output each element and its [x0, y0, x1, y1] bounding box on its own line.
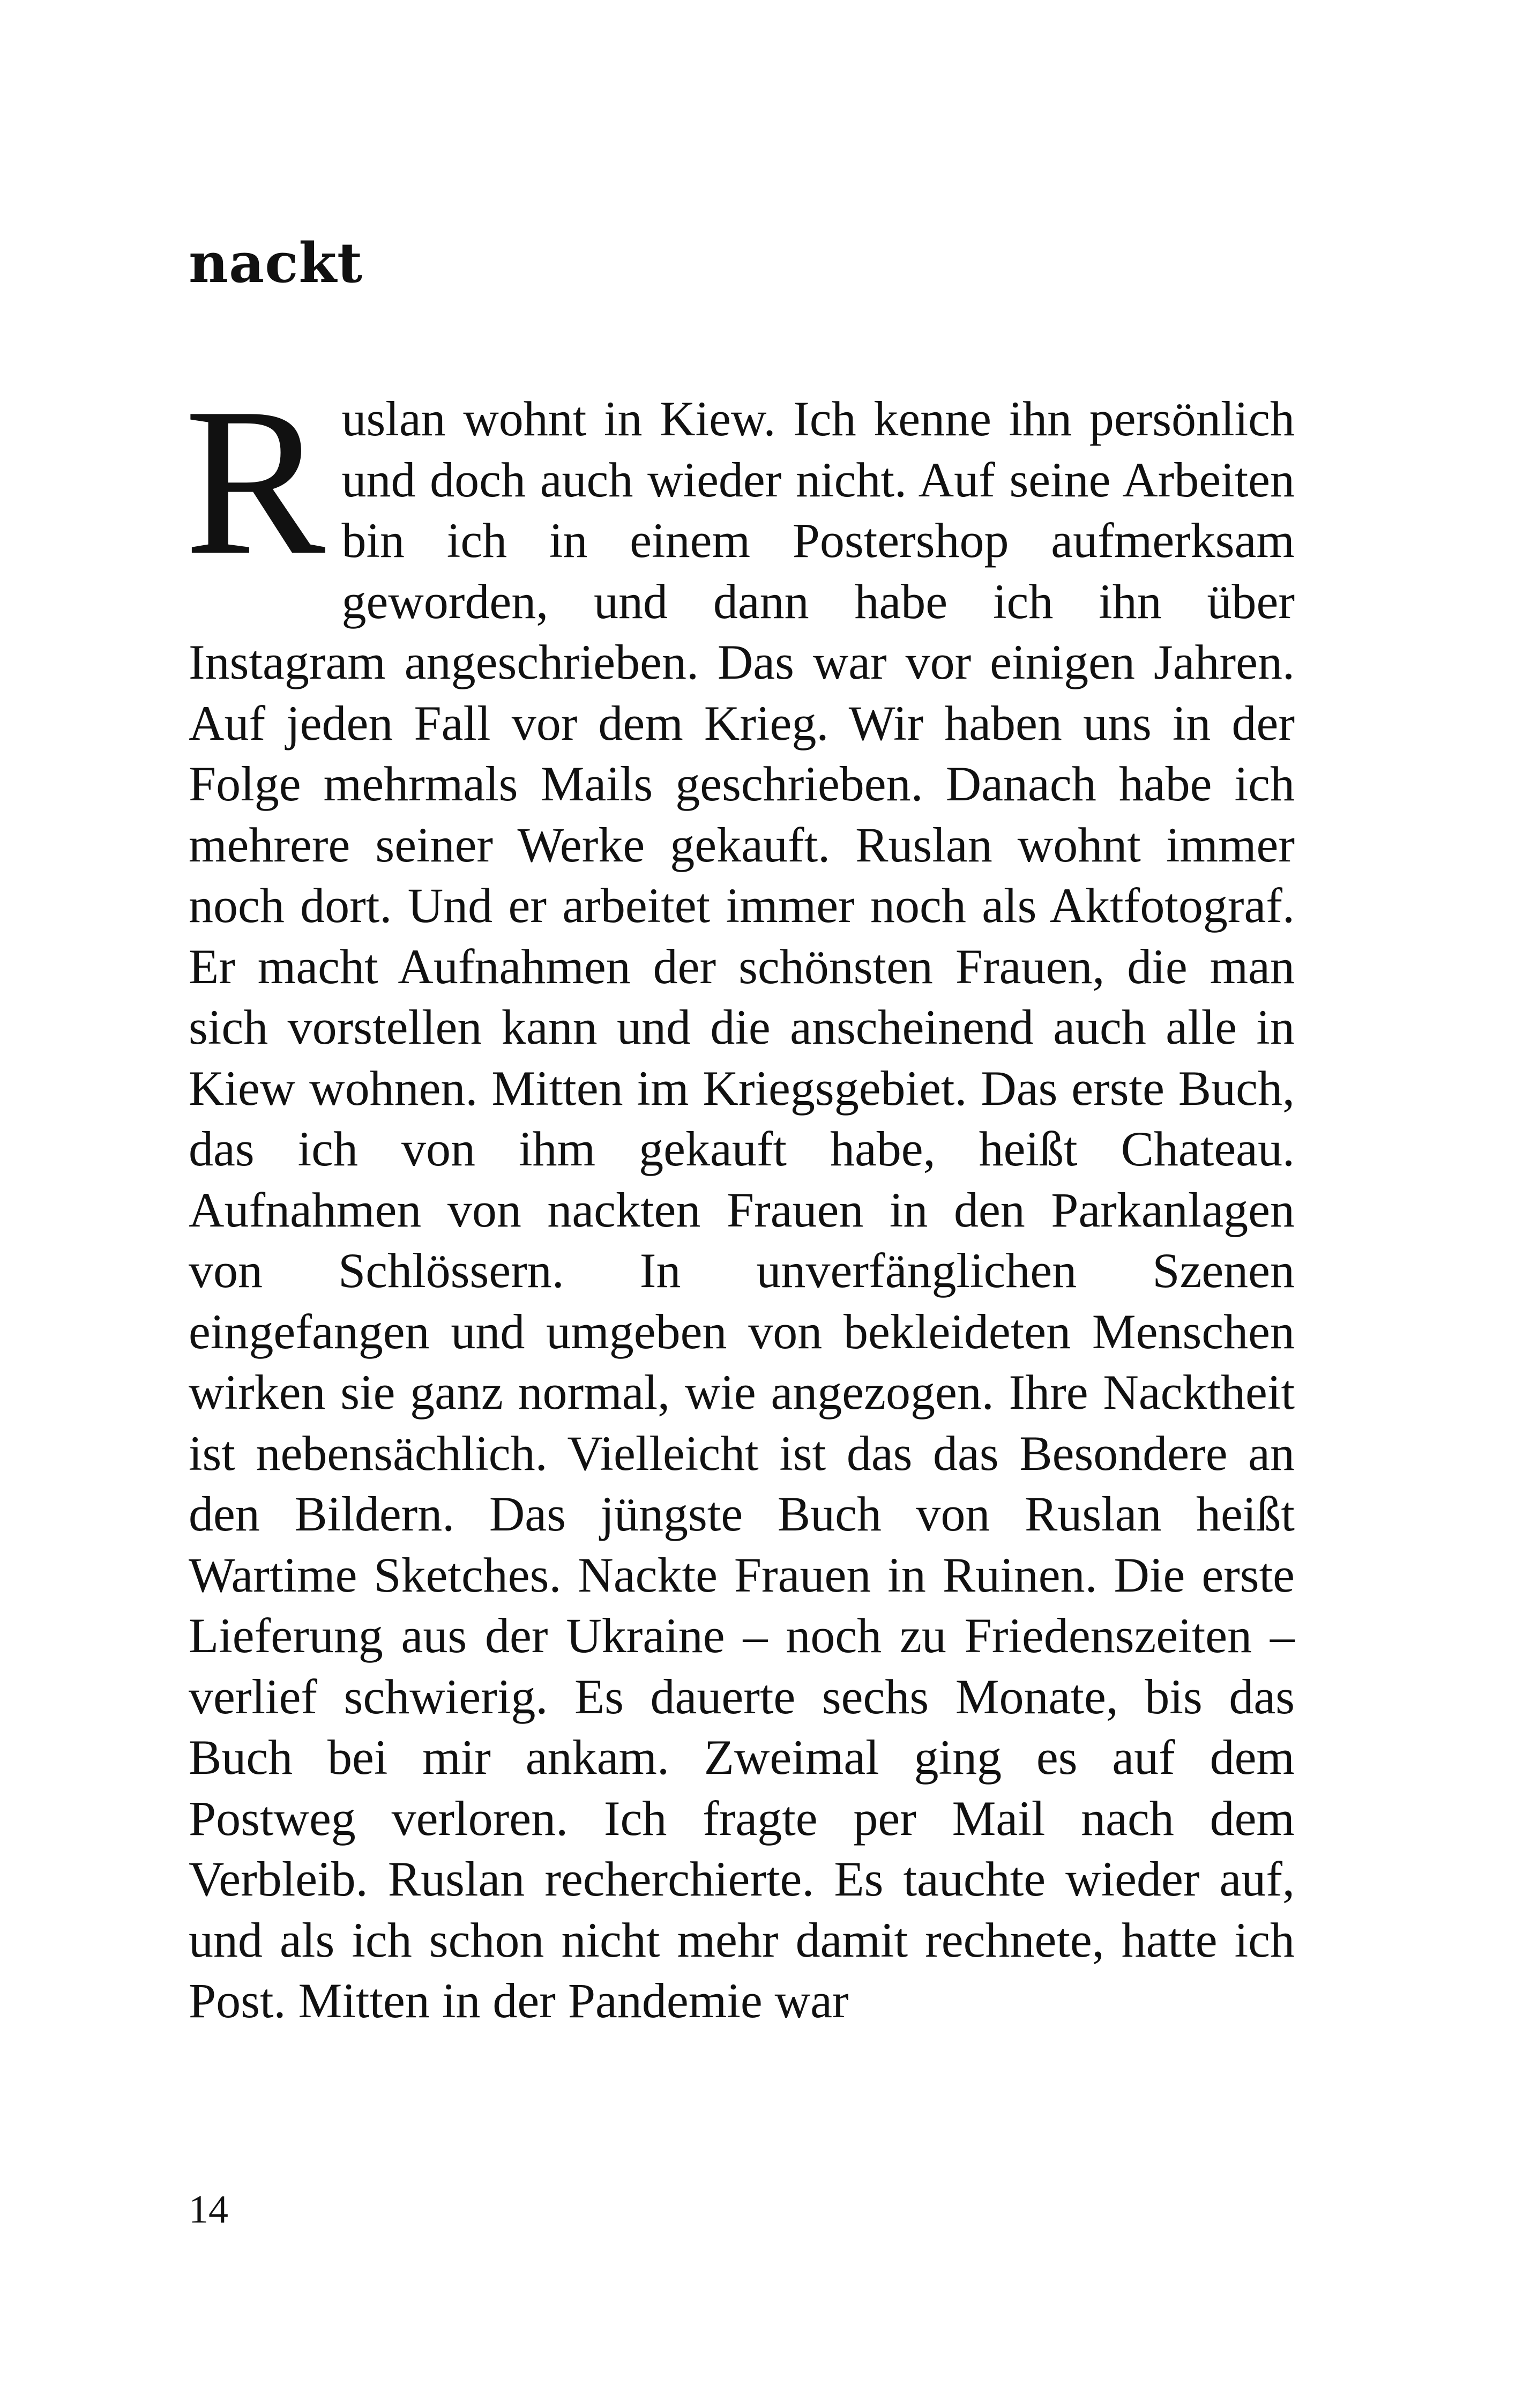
body-text: uslan wohnt in Kiew. Ich kenne ihn persönlich und doch auch wieder nicht. Auf seine Arbeiten bin ich in einem Postershop aufmerksam geworden, und dann habe ich ihn über Instagram angeschrieben. Das war vor einigen Jahren. Auf jeden Fall vor dem Krieg. Wir haben uns in der Folge mehrmals Mails geschrieben. Danach habe ich mehrere seiner Werke gekauft. Ruslan wohnt immer noch dort. Und er arbeitet immer noch als Aktfotograf. Er macht Aufnahmen der schönsten Frauen, die man sich vorstellen kann und die anscheinend auch alle in Kiew wohnen. Mitten im Kriegsgebiet. Das erste Buch, das ich von ihm gekauft habe, heißt Chateau. Aufnahmen von nackten Frauen in den Parkanlagen von Schlössern. In unverfänglichen Szenen eingefangen und umgeben von bekleideten Menschen wirken sie ganz normal, wie angezogen. Ihre Nacktheit ist nebensächlich. Vielleicht ist das das Besondere an den Bildern. Das jüngste Buch von Ruslan heißt Wartime Sketches. Nackte Frauen in Ruinen. Die erste Lieferung aus der Ukraine – noch zu Friedenszeiten – verlief schwierig. Es dauerte sechs Monate, bis das Buch bei mir ankam. Zweimal ging es auf dem Postweg verloren. Ich fragte per Mail nach dem Verbleib. Ruslan recherchierte. Es tauchte wieder auf, und als ich schon nicht mehr damit rechnete, hatte ich Post. Mitten in der Pandemie war: [189, 391, 1295, 2028]
drop-cap: R: [184, 365, 326, 599]
chapter-title: nackt: [189, 231, 363, 295]
page-number: 14: [189, 2188, 228, 2232]
body-paragraph: [184, 365, 1295, 2032]
